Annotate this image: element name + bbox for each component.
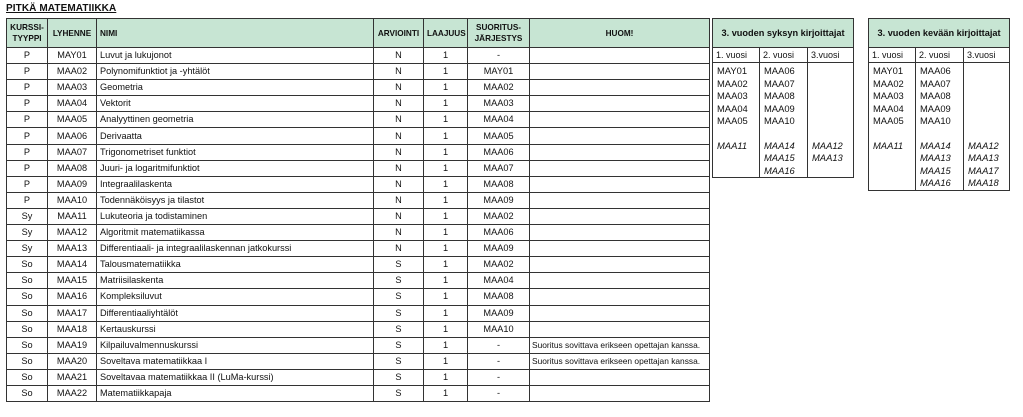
cell-order: MAA03 xyxy=(468,96,530,112)
cell-note: Suoritus sovittava erikseen opettajan kanssa. xyxy=(530,337,710,353)
cell-name: Differentiaali- ja integraalilaskennan jatkokurssi xyxy=(97,241,374,257)
cell-scope: 1 xyxy=(424,144,468,160)
spring-year-3: 3.vuosi xyxy=(964,48,1010,63)
table-row xyxy=(7,128,710,144)
plan-course-optional: MAA13 xyxy=(968,152,999,163)
cell-order: MAA02 xyxy=(468,208,530,224)
cell-name: Kompleksiluvut xyxy=(97,289,374,305)
plan-course-optional: MAA16 xyxy=(920,177,951,188)
cell-scope: 1 xyxy=(424,112,468,128)
cell-code: MAA20 xyxy=(48,353,97,369)
spring-col-2 xyxy=(916,63,964,191)
cell-name: Matematiikkapaja xyxy=(97,385,374,401)
cell-type: So xyxy=(7,289,48,305)
cell-type: P xyxy=(7,64,48,80)
spring-year-1: 1. vuosi xyxy=(869,48,916,63)
spring-title: 3. vuoden kevään kirjoittajat xyxy=(869,19,1010,48)
cell-scope: 1 xyxy=(424,337,468,353)
cell-code: MAA13 xyxy=(48,241,97,257)
plan-course: MAA08 xyxy=(764,90,795,101)
plan-course-optional: MAA11 xyxy=(717,139,748,151)
plan-course-optional: MAA17 xyxy=(968,164,999,176)
cell-scope: 1 xyxy=(424,289,468,305)
autumn-col-3 xyxy=(808,63,854,178)
cell-order: MAA04 xyxy=(468,273,530,289)
cell-note xyxy=(530,128,710,144)
cell-scope: 1 xyxy=(424,80,468,96)
cell-note xyxy=(530,48,710,64)
table-row xyxy=(7,273,710,289)
spring-writers-table xyxy=(868,18,1010,191)
cell-code: MAA22 xyxy=(48,385,97,401)
cell-code: MAA08 xyxy=(48,160,97,176)
table-row xyxy=(7,321,710,337)
cell-code: MAA07 xyxy=(48,144,97,160)
cell-order: MAA08 xyxy=(468,176,530,192)
cell-note xyxy=(530,241,710,257)
cell-order: MAA07 xyxy=(468,160,530,176)
table-row xyxy=(7,225,710,241)
cell-code: MAA11 xyxy=(48,208,97,224)
plan-course: MAA05 xyxy=(873,115,904,126)
cell-grading: N xyxy=(374,128,424,144)
cell-scope: 1 xyxy=(424,321,468,337)
table-row xyxy=(7,257,710,273)
cell-order: MAA10 xyxy=(468,321,530,337)
plan-course: MAA03 xyxy=(873,90,904,101)
header-course-type: KURSSI- TYYPPI xyxy=(7,19,48,48)
table-row xyxy=(7,176,710,192)
cell-order: MAA09 xyxy=(468,241,530,257)
cell-type: So xyxy=(7,321,48,337)
plan-course: MAA04 xyxy=(873,102,904,114)
cell-note xyxy=(530,192,710,208)
cell-code: MAA09 xyxy=(48,176,97,192)
cell-scope: 1 xyxy=(424,192,468,208)
cell-name: Algoritmit matematiikassa xyxy=(97,225,374,241)
cell-code: MAA10 xyxy=(48,192,97,208)
plan-course: MAY01 xyxy=(873,65,904,76)
cell-scope: 1 xyxy=(424,96,468,112)
cell-code: MAA12 xyxy=(48,225,97,241)
cell-name: Differentiaaliyhtälöt xyxy=(97,305,374,321)
spring-col-3 xyxy=(964,63,1010,191)
cell-scope: 1 xyxy=(424,176,468,192)
autumn-col-1 xyxy=(713,63,760,178)
cell-grading: N xyxy=(374,225,424,241)
cell-grading: S xyxy=(374,305,424,321)
plan-course: MAA05 xyxy=(717,115,748,126)
plan-course: MAA02 xyxy=(717,77,748,89)
cell-name: Luvut ja lukujonot xyxy=(97,48,374,64)
plan-course: MAA07 xyxy=(920,77,951,89)
plan-course-optional: MAA11 xyxy=(873,139,904,151)
cell-scope: 1 xyxy=(424,128,468,144)
cell-order: MAA09 xyxy=(468,192,530,208)
table-row xyxy=(7,241,710,257)
cell-grading: N xyxy=(374,80,424,96)
cell-type: So xyxy=(7,353,48,369)
cell-name: Derivaatta xyxy=(97,128,374,144)
cell-grading: N xyxy=(374,48,424,64)
cell-grading: N xyxy=(374,192,424,208)
autumn-year-1: 1. vuosi xyxy=(713,48,760,63)
table-row xyxy=(7,64,710,80)
cell-name: Matriisilaskenta xyxy=(97,273,374,289)
cell-type: Sy xyxy=(7,225,48,241)
cell-code: MAA18 xyxy=(48,321,97,337)
cell-grading: S xyxy=(374,369,424,385)
header-scope: LAAJUUS xyxy=(424,19,468,48)
cell-scope: 1 xyxy=(424,225,468,241)
cell-code: MAA14 xyxy=(48,257,97,273)
header-grading: ARVIOINTI xyxy=(374,19,424,48)
plan-course: MAA04 xyxy=(717,102,748,114)
plan-course-optional: MAA13 xyxy=(812,152,843,163)
cell-note xyxy=(530,225,710,241)
plan-course: MAA10 xyxy=(764,115,795,126)
cell-name: Soveltavaa matematiikkaa II (LuMa-kurssi) xyxy=(97,369,374,385)
autumn-year-2: 2. vuosi xyxy=(760,48,808,63)
table-row xyxy=(7,289,710,305)
cell-name: Kilpailuvalmennuskurssi xyxy=(97,337,374,353)
cell-scope: 1 xyxy=(424,241,468,257)
cell-scope: 1 xyxy=(424,305,468,321)
cell-name: Juuri- ja logaritmifunktiot xyxy=(97,160,374,176)
cell-grading: S xyxy=(374,289,424,305)
cell-order: - xyxy=(468,353,530,369)
plan-course-optional: MAA15 xyxy=(920,164,951,176)
cell-note xyxy=(530,176,710,192)
table-row xyxy=(7,208,710,224)
cell-scope: 1 xyxy=(424,64,468,80)
cell-name: Kertauskurssi xyxy=(97,321,374,337)
plan-course: MAA02 xyxy=(873,77,904,89)
plan-course-optional: MAA16 xyxy=(764,164,795,176)
cell-name: Polynomifunktiot ja -yhtälöt xyxy=(97,64,374,80)
cell-grading: N xyxy=(374,241,424,257)
cell-note xyxy=(530,96,710,112)
cell-order: - xyxy=(468,48,530,64)
cell-name: Analyyttinen geometria xyxy=(97,112,374,128)
cell-type: P xyxy=(7,80,48,96)
cell-type: So xyxy=(7,257,48,273)
cell-name: Integraalilaskenta xyxy=(97,176,374,192)
autumn-title: 3. vuoden syksyn kirjoittajat xyxy=(713,19,854,48)
cell-name: Soveltava matematiikkaa I xyxy=(97,353,374,369)
table-row xyxy=(7,369,710,385)
cell-order: - xyxy=(468,385,530,401)
cell-note xyxy=(530,305,710,321)
cell-grading: N xyxy=(374,144,424,160)
plan-course: MAA06 xyxy=(920,65,951,76)
cell-note xyxy=(530,385,710,401)
cell-grading: N xyxy=(374,96,424,112)
cell-code: MAA21 xyxy=(48,369,97,385)
header-name: NIMI xyxy=(97,19,374,48)
autumn-year-3: 3.vuosi xyxy=(808,48,854,63)
cell-code: MAA02 xyxy=(48,64,97,80)
cell-code: MAA04 xyxy=(48,96,97,112)
cell-grading: S xyxy=(374,273,424,289)
cell-code: MAY01 xyxy=(48,48,97,64)
plan-course-optional: MAA14 xyxy=(764,139,795,151)
cell-type: P xyxy=(7,112,48,128)
cell-type: P xyxy=(7,96,48,112)
cell-grading: N xyxy=(374,160,424,176)
course-table xyxy=(6,18,710,402)
cell-type: P xyxy=(7,128,48,144)
header-code: LYHENNE xyxy=(48,19,97,48)
cell-name: Talousmatematiikka xyxy=(97,257,374,273)
cell-type: P xyxy=(7,176,48,192)
cell-name: Todennäköisyys ja tilastot xyxy=(97,192,374,208)
cell-order: - xyxy=(468,337,530,353)
plan-course: MAY01 xyxy=(717,65,748,76)
plan-course: MAA10 xyxy=(920,115,951,126)
header-order: SUORITUS- JÄRJESTYS xyxy=(468,19,530,48)
autumn-col-2 xyxy=(760,63,808,178)
cell-scope: 1 xyxy=(424,273,468,289)
cell-order: MAA06 xyxy=(468,225,530,241)
cell-scope: 1 xyxy=(424,385,468,401)
plan-course-optional: MAA12 xyxy=(968,139,999,151)
header-note: HUOM! xyxy=(530,19,710,48)
plan-course-optional: MAA15 xyxy=(764,152,795,163)
cell-code: MAA03 xyxy=(48,80,97,96)
table-row xyxy=(7,96,710,112)
cell-type: So xyxy=(7,337,48,353)
cell-name: Geometria xyxy=(97,80,374,96)
plan-course-optional: MAA12 xyxy=(812,139,843,151)
cell-order: MAA09 xyxy=(468,305,530,321)
table-row xyxy=(7,144,710,160)
cell-note xyxy=(530,289,710,305)
cell-code: MAA15 xyxy=(48,273,97,289)
cell-note xyxy=(530,160,710,176)
table-row xyxy=(7,337,710,353)
cell-note xyxy=(530,80,710,96)
cell-scope: 1 xyxy=(424,208,468,224)
table-row xyxy=(7,48,710,64)
cell-type: Sy xyxy=(7,208,48,224)
cell-type: Sy xyxy=(7,241,48,257)
cell-order: - xyxy=(468,369,530,385)
plan-course-optional: MAA18 xyxy=(968,177,999,188)
cell-type: So xyxy=(7,305,48,321)
cell-code: MAA06 xyxy=(48,128,97,144)
cell-grading: S xyxy=(374,337,424,353)
cell-order: MAA08 xyxy=(468,289,530,305)
cell-order: MAA04 xyxy=(468,112,530,128)
cell-note xyxy=(530,273,710,289)
cell-grading: N xyxy=(374,208,424,224)
cell-type: So xyxy=(7,385,48,401)
cell-scope: 1 xyxy=(424,353,468,369)
cell-note xyxy=(530,257,710,273)
table-row xyxy=(7,385,710,401)
cell-note xyxy=(530,64,710,80)
cell-order: MAY01 xyxy=(468,64,530,80)
cell-code: MAA19 xyxy=(48,337,97,353)
cell-type: So xyxy=(7,369,48,385)
spring-year-2: 2. vuosi xyxy=(916,48,964,63)
cell-scope: 1 xyxy=(424,369,468,385)
cell-type: P xyxy=(7,48,48,64)
cell-code: MAA16 xyxy=(48,289,97,305)
page-title: PITKÄ MATEMATIIKKA xyxy=(6,3,117,14)
cell-grading: N xyxy=(374,176,424,192)
cell-order: MAA02 xyxy=(468,257,530,273)
cell-type: P xyxy=(7,160,48,176)
autumn-writers-table xyxy=(712,18,854,178)
cell-grading: S xyxy=(374,385,424,401)
cell-grading: N xyxy=(374,64,424,80)
plan-course: MAA08 xyxy=(920,90,951,101)
table-row xyxy=(7,353,710,369)
cell-type: So xyxy=(7,273,48,289)
plan-course: MAA03 xyxy=(717,90,748,101)
plan-course-optional: MAA13 xyxy=(920,152,951,163)
cell-grading: N xyxy=(374,112,424,128)
cell-order: MAA05 xyxy=(468,128,530,144)
cell-name: Trigonometriset funktiot xyxy=(97,144,374,160)
cell-type: P xyxy=(7,144,48,160)
table-row xyxy=(7,80,710,96)
cell-order: MAA02 xyxy=(468,80,530,96)
cell-scope: 1 xyxy=(424,257,468,273)
cell-scope: 1 xyxy=(424,48,468,64)
table-row xyxy=(7,160,710,176)
cell-grading: S xyxy=(374,321,424,337)
cell-name: Lukuteoria ja todistaminen xyxy=(97,208,374,224)
table-row xyxy=(7,112,710,128)
spring-col-1 xyxy=(869,63,916,191)
cell-note xyxy=(530,321,710,337)
plan-course: MAA07 xyxy=(764,77,795,89)
cell-note xyxy=(530,112,710,128)
cell-code: MAA17 xyxy=(48,305,97,321)
cell-name: Vektorit xyxy=(97,96,374,112)
plan-course: MAA06 xyxy=(764,65,795,76)
cell-note xyxy=(530,208,710,224)
plan-course: MAA09 xyxy=(920,102,951,114)
cell-code: MAA05 xyxy=(48,112,97,128)
cell-grading: S xyxy=(374,353,424,369)
table-row xyxy=(7,192,710,208)
plan-course: MAA09 xyxy=(764,102,795,114)
cell-note: Suoritus sovittava erikseen opettajan kanssa. xyxy=(530,353,710,369)
table-row xyxy=(7,305,710,321)
cell-note xyxy=(530,144,710,160)
cell-order: MAA06 xyxy=(468,144,530,160)
cell-note xyxy=(530,369,710,385)
plan-course-optional: MAA14 xyxy=(920,139,951,151)
cell-grading: S xyxy=(374,257,424,273)
cell-type: P xyxy=(7,192,48,208)
cell-scope: 1 xyxy=(424,160,468,176)
